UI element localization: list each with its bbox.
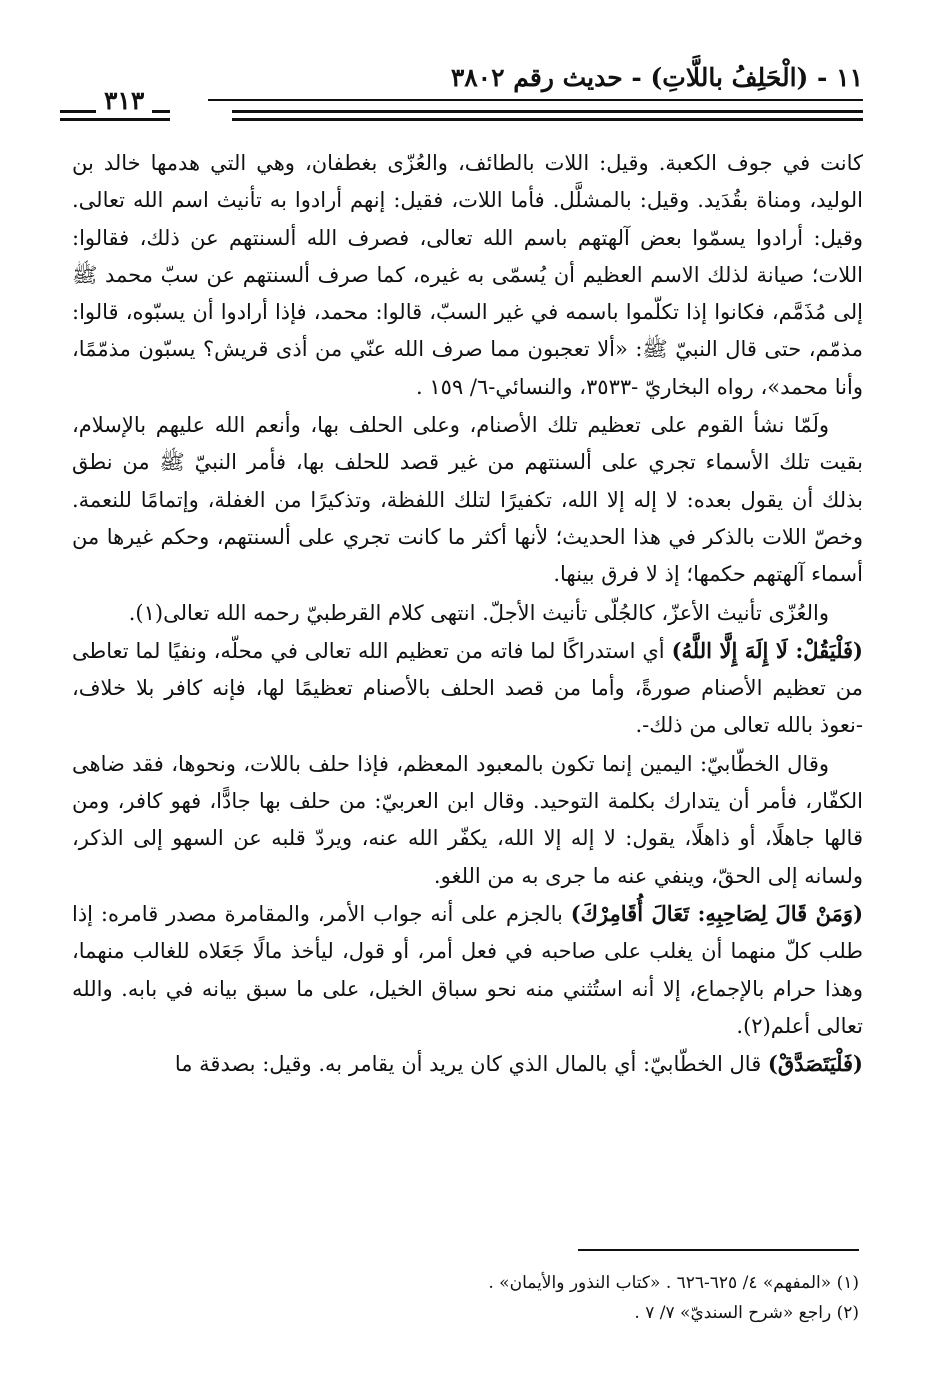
header-rule-thin: [208, 99, 863, 101]
footnote: (١) «المفهم» ٤/ ٦٢٥-٦٢٦ . «كتاب النذور والأيمان» .: [488, 1273, 859, 1293]
hadith-phrase: (وَمَنْ قَالَ لِصَاحِبِهِ: تَعَالَ أُقَامِرْكَ): [570, 900, 863, 926]
paragraph: [72, 144, 863, 406]
paragraph: [72, 895, 863, 1045]
paragraph-text: والعُزّى تأنيث الأعزّ، كالجُلّى تأنيث الأجلّ. انتهى كلام القرطبيّ رحمه الله تعالى(١).: [128, 600, 829, 625]
hadith-phrase: (فَلْيَتَصَدَّقْ): [767, 1051, 863, 1077]
running-title: ١١ - (الْحَلِفُ باللَّاتِ) - حديث رقم ٣٨٠٢: [450, 63, 863, 92]
main-text: [72, 144, 863, 1083]
header-rule-thick: [232, 118, 863, 121]
paragraph-text: قال الخطّابيّ: أي بالمال الذي كان يريد أن يقامر به. وقيل: بصدقة ما: [174, 1052, 768, 1077]
paragraph: [72, 406, 863, 593]
footnotes: [72, 1268, 859, 1328]
footnote: (٢) راجع «شرح السنديّ» ٧/ ٧ .: [634, 1303, 859, 1323]
paragraph-text: أي استدراكًا لما فاته من تعظيم الله تعالى في محلّه، ونفيًا لما تعاطى من تعظيم الأصنام صورةً، وأما من قصد الحلف بالأصنام تعظيمًا لها، فإنه كافر بلا خلاف، -نعوذ بالله تعالى من ذلك-.: [72, 638, 863, 738]
paragraph: [72, 745, 863, 895]
page-number: ٣١٣: [96, 86, 152, 116]
paragraph: [72, 1045, 863, 1083]
footnote-separator: [578, 1249, 859, 1251]
hadith-phrase: (فَلْيَقُلْ: لَا إِلَهَ إِلَّا اللَّهُ): [671, 637, 863, 663]
paragraph-text: كانت في جوف الكعبة. وقيل: اللات بالطائف، والعُزّى بغطفان، وهي التي هدمها خالد بن الوليد، ومناة بقُدَيد. وقيل: بالمشلَّل. فأما اللات، فقيل: إنهم أرادوا به تأنيث اسم الله تعالى. وقيل: أرادوا يسمّوا بعض آلهتهم باسم الله تعالى، فصرف الله ألسنتهم عن ذلك، فقالوا: اللات؛ صيانة لذلك الاسم العظيم أن يُسمّى به غيره، كما صرف ألسنتهم عن سبّ محمد ﷺ إلى مُذَمَّم، فكانوا إذا تكلّموا باسمه في غير السبّ، قالوا: محمد، فإذا أرادوا أن يسبّوه، قالوا: مذمّم، حتى قال النبيّ ﷺ: «ألا تعجبون مما صرف الله عنّي من أذى قريش؟ يسبّون مذمّمًا، وأنا محمد»، رواه البخاريّ -٣٥٣٣، والنسائي-٦/ ١٥٩ .: [72, 151, 864, 399]
paragraph-text: ولَمّا نشأ القوم على تعظيم تلك الأصنام، وعلى الحلف بها، وأنعم الله عليهم بالإسلام، بقيت تلك الأسماء تجري على ألسنتهم من غير قصد للحلف بها، فأمر النبيّ ﷺ من نطق بذلك أن يقول بعده: لا إله إلا الله، تكفيرًا لتلك اللفظة، وتذكيرًا من الغفلة، وإتمامًا للنعمة. وخصّ اللات بالذكر في هذا الحديث؛ لأنها أكثر ما كانت تجري على ألسنتهم، وحكم غيرها من أسماء آلهتهم حكمها؛ إذ لا فرق بينها.: [72, 413, 863, 587]
paragraph: [72, 594, 863, 632]
paragraph-text: بالجزم على أنه جواب الأمر، والمقامرة مصدر قامره: إذا طلب كلّ منهما أن يغلب على صاحبه في فعل أمر، أو قول، ليأخذ مالًا جَعَلاه للغالب منهما، وهذا حرام بالإجماع، إلا أنه استُثني منه نحو سباق الخيل، على ما سبق بيانه في بابه. والله تعالى أعلم(٢).: [72, 901, 863, 1038]
paragraph-text: وقال الخطّابيّ: اليمين إنما تكون بالمعبود المعظم، فإذا حلف باللات، ونحوها، فقد ضاهى الكفّار، فأمر أن يتدارك بكلمة التوحيد. وقال ابن العربيّ: من حلف بها جادًّا، فهو كافر، ومن قالها جاهلًا، أو ذاهلًا، يقول: لا إله إلا الله، يكفّر الله عنه، ويردّ قلبه عن السهو إلى الذكر، ولسانه إلى الحقّ، وينفي عنه ما جرى به من اللغو.: [72, 751, 863, 888]
header-rule-left: [60, 118, 170, 121]
header-rule-thick: [232, 110, 863, 113]
paragraph: [72, 632, 863, 745]
page-header: [60, 62, 863, 128]
